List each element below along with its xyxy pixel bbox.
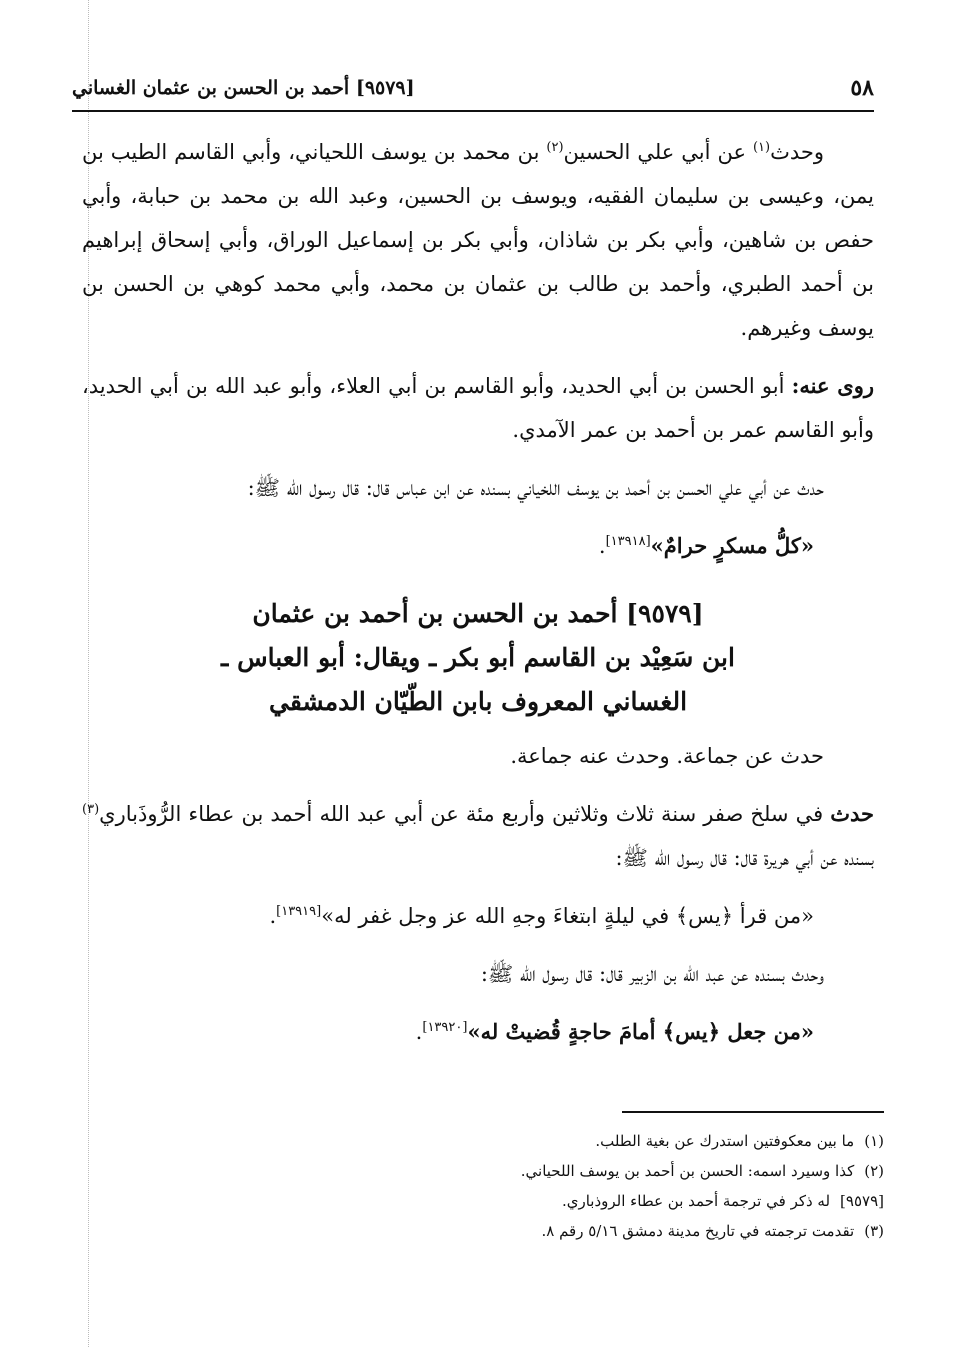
main-text [82,130,874,1054]
paragraph-summary: حدث عن جماعة. وحدث عنه جماعة. [510,744,824,768]
heading-line-1: [٩٥٧٩] أحمد بن الحسن بن أحمد بن عثمان [252,599,704,628]
footnote-mark: (٢) [864,1162,884,1180]
quote-end: . [269,904,277,928]
paragraph-text: بن محمد بن يوسف اللحياني، وأبي القاسم الطيب بن يمن، وعيسى بن سليمان الفقيه، ويوسف بن الحسين، وعبد الله بن محمد بن حبابة، وأبي حفص بن شاهين، وأبي بكر بن شاذان، وأبي بكر بن إسماعيل الوراق، وأبي إسحاق إبراهيم بن أحمد الطبري، وأحمد بن طالب بن عثمان بن محمد، وأبي محمد كوهي بن الحسن بن يوسف وغيرهم. [82,140,874,340]
lead-word: حدث [830,801,874,826]
heading-line-2: ابن سَعِيْد بن القاسم أبو بكر ـ ويقال: أبو العباس ـ [221,643,735,672]
hadith-quote-1 [82,524,874,568]
paragraph-hadith-chain-2: وحدث بسنده عن عبد الله بن الزبير قال: قال رسول الله ﷺ: [480,962,824,986]
paragraph-text: بسنده عن أبي هريرة قال: قال رسول الله ﷺ: [615,846,874,870]
footnote-item [200,1186,884,1216]
quote-text: «كلُّ مسكرٍ حرامٌ» [650,533,814,558]
page-number: ٥٨ [850,75,874,101]
footnote-text: تقدمت ترجمته في تاريخ مدينة دمشق ٥/١٦ رقم ٨. [541,1222,855,1240]
footnote-item [200,1216,884,1246]
quote-text: «من قرأ ﴿يس﴾ في ليلةٍ ابتغاءَ وجهِ الله عز وجل غفر له» [321,904,814,928]
footnote-mark: (١) [864,1132,884,1150]
paragraph-hadith-chain: حدث عن أبي علي الحسن بن أحمد بن يوسف اللخياني بسنده عن ابن عباس قال: قال رسول الله ﷺ: [247,476,824,500]
footnote-ref-3[interactable]: (٣) [82,802,100,817]
hadith-ref-1: [١٣٩١٨] [605,534,651,549]
footnote-mark: [٩٥٧٩] [840,1192,884,1210]
lead-word: روى عنه: [791,373,874,398]
running-title: [٩٥٧٩] أحمد بن الحسن بن عثمان الغساني [72,77,415,99]
footnotes [200,1126,884,1246]
heading-line-3: الغساني المعروف بابن الطّيّان الدمشقي [268,687,688,716]
footnote-text: ما بين معكوفتين استدرك عن بغية الطلب. [595,1132,855,1150]
paragraph-text: وحدث [770,140,825,164]
footnote-ref-2[interactable]: (٢) [546,140,564,155]
quote-end: . [598,534,606,558]
hadith-quote-2 [82,894,874,938]
paragraph-text: في سلخ صفر سنة ثلاث وثلاثين وأربع مئة عن أبي عبد الله أحمد بن عطاء الرُّوذَباري [99,802,831,826]
footnote-mark: (٣) [864,1222,884,1240]
paragraph-text: أبو الحسن بن أبي الحديد، وأبو القاسم بن أبي العلاء، وأبو عبد الله بن أبي الحديد، وأبو القاسم عمر بن أحمد بن عمر الآمدي. [82,374,874,442]
footnote-item [200,1126,884,1156]
page-header [72,66,874,112]
quote-end: . [415,1020,423,1044]
paragraph-text: عن أبي علي الحسين [563,140,753,164]
footnote-separator [622,1111,884,1113]
hadith-ref-2: [١٣٩١٩] [276,904,322,919]
footnote-ref-1[interactable]: (١) [752,140,771,155]
hadith-ref-3: [١٣٩٢٠] [422,1020,468,1035]
biography-heading [82,592,874,724]
footnote-text: كذا وسيرد اسمه: الحسن بن أحمد بن يوسف اللحياني. [520,1162,855,1180]
footnote-text: له ذكر في ترجمة أحمد بن عطاء الروذباري. [561,1192,831,1210]
quote-text: «من جعل ﴿يس﴾ أمامَ حاجةٍ قُضيتْ له» [467,1019,814,1044]
paragraph-transmitters [82,364,874,452]
hadith-quote-3 [82,1010,874,1054]
paragraph-narrators [82,130,874,350]
footnote-item [200,1156,884,1186]
paragraph-narration [82,792,874,880]
